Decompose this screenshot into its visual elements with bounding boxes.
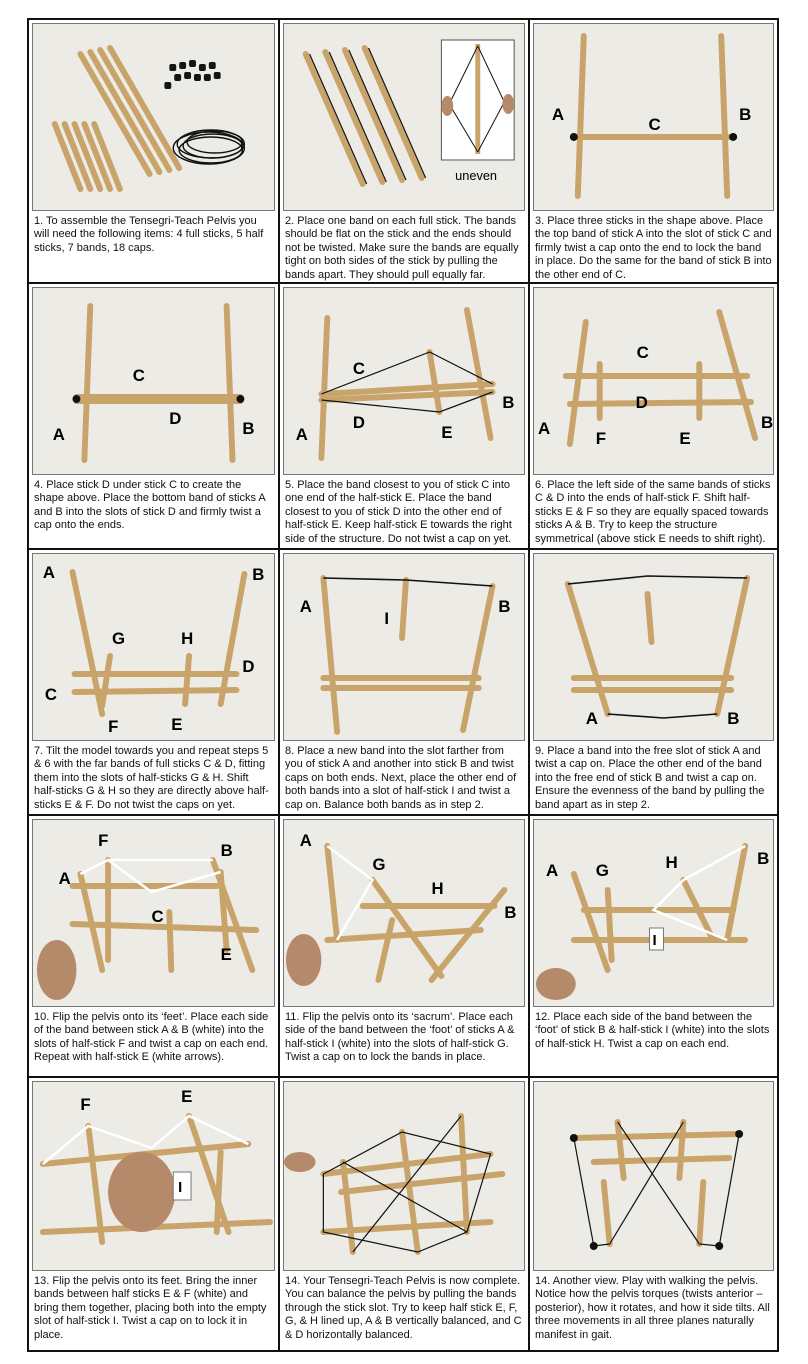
instruction-sheet	[27, 18, 779, 1352]
step-13-label-I: I	[178, 1179, 183, 1197]
step-4-label-C: C	[132, 365, 145, 386]
step-6-label-F: F	[595, 428, 607, 449]
step-12-label-A: A	[545, 860, 559, 881]
step-10-label-F: F	[98, 830, 109, 851]
step-2-label-uneven: uneven	[455, 167, 498, 183]
step-5-caption: 5. Place the band closest to you of stick C into one end of the half-stick E. Place the band closest to you of stick D into the other end of half-stick E. Keep half-stick E towards the right side of the structure. Do not twist a cap on yet.	[285, 479, 512, 545]
step-8-label-I: I	[384, 608, 389, 629]
step-7-label-C: C	[44, 684, 57, 705]
step-6-label-C: C	[636, 342, 649, 363]
step-5-label-A: A	[295, 424, 308, 445]
step-11-caption: 11. Flip the pelvis onto its ‘sacrum’. Place each side of the band between the ‘foot’ of sticks A & half-stick I (white) into the slots of half-stick G. Twist a cap on to lock the bands in place.	[285, 1011, 515, 1064]
step-12-label-H: H	[665, 852, 678, 873]
step-13-photo	[32, 1081, 275, 1271]
step-10-label-C: C	[151, 906, 164, 927]
step-9	[530, 550, 777, 816]
step-3-caption: 3. Place three sticks in the shape above. Place the top band of stick A into the slot of stick C and firmly twist a cap onto the end to lock the band in place. Do the same for the band of stick B into the other end of C.	[535, 214, 772, 281]
step-11	[280, 816, 530, 1078]
step-3-label-C: C	[648, 114, 661, 134]
step-7-label-F: F	[108, 716, 119, 737]
step-14-caption: 14. Your Tensegri-Teach Pelvis is now complete. You can balance the pelvis by pulling the bands through the stick slot. Try to keep half stick E, F, G, & H lined up, A & B vertically balanced, and C & D horizontally balanced.	[285, 1275, 522, 1341]
step-6-label-A: A	[537, 418, 551, 439]
step-9-label-B: B	[727, 708, 740, 729]
step-4-label-A: A	[52, 424, 65, 445]
step-7-caption: 7. Tilt the model towards you and repeat steps 5 & 6 with the far bands of full sticks C & D, fitting them into the slots of half-sticks G & H. Shift half-sticks G & H so they are directly above half-sticks E & F. Do not twist the caps on yet.	[34, 745, 269, 811]
step-12	[530, 816, 777, 1078]
step-14	[280, 1078, 530, 1350]
step-5-label-E: E	[441, 422, 453, 443]
step-1-caption: 1. To assemble the Tensegri-Teach Pelvis you will need the following items: 4 full sticks, 5 half sticks, 7 bands, 18 caps.	[34, 215, 264, 254]
step-12-label-B: B	[757, 848, 770, 869]
step-7	[29, 550, 280, 816]
step-3-label-B: B	[739, 104, 752, 124]
step-5-label-C: C	[352, 358, 365, 379]
step-8-label-B: B	[498, 596, 511, 617]
step-4-label-D: D	[169, 408, 182, 429]
step-3	[530, 20, 777, 284]
step-5-label-D: D	[352, 412, 365, 433]
steps-grid	[29, 20, 777, 1350]
step-5	[280, 284, 530, 550]
step-2-caption: 2. Place one band on each full stick. The bands should be flat on the stick and the ends should not be twisted. Make sure the bands are equally tight on both sides of the stick by pulling the bands apart. They should pull equally far.	[285, 214, 519, 281]
step-11-label-G: G	[372, 854, 386, 875]
step-2-photo	[283, 23, 525, 211]
step-4-photo	[32, 287, 275, 475]
step-6-caption: 6. Place the left side of the same bands of sticks C & D into the ends of half-stick F. Shift half-sticks E & F so they are equally spaced towards sticks A & B. Try to keep the structure symmetrical (above stick E needs to shift right).	[535, 479, 771, 545]
step-4-caption: 4. Place stick D under stick C to create the shape above. Place the bottom band of sticks A and B into the slots of stick D and firmly twist a cap onto the ends.	[34, 479, 266, 532]
step-7-label-D: D	[242, 656, 255, 677]
step-6-photo	[533, 287, 774, 475]
step-13-caption: 13. Flip the pelvis onto its feet. Bring the inner bands between half sticks E & F (white) and bring them together, placing both into the empty slot of half-stick I. Twist a cap on to lock it in place.	[34, 1275, 267, 1341]
step-1-photo	[32, 23, 275, 211]
step-7-label-H: H	[181, 628, 194, 649]
step-10-label-F-side: A	[58, 868, 71, 889]
step-7-label-G: G	[112, 628, 126, 649]
step-7-label-B: B	[252, 564, 265, 585]
step-10-label-B: B	[220, 840, 233, 861]
step-6-label-D: D	[635, 392, 648, 413]
step-11-label-A: A	[299, 830, 312, 851]
step-11-label-B: B	[504, 902, 517, 923]
step-12-photo	[533, 819, 774, 1007]
step-13	[29, 1078, 280, 1350]
step-5-photo	[283, 287, 525, 475]
step-2	[280, 20, 530, 284]
step-7-label-E: E	[171, 714, 183, 735]
step-12-label-G: G	[595, 860, 609, 881]
step-9-photo	[533, 553, 774, 741]
step-14-another-view-caption: 14. Another view. Play with walking the pelvis. Notice how the pelvis torques (twists anterior – posterior), how it rotates, and how it side tilts. All three movements in all three planes naturally manifest in gait.	[535, 1275, 770, 1341]
step-10-label-E: E	[220, 944, 232, 965]
step-10-caption: 10. Flip the pelvis onto its ‘feet’. Place each side of the band between stick A & B (white) into the slots of half-stick F and twist a cap on each end. Repeat with half-stick E (white arrows).	[34, 1011, 269, 1064]
step-8-photo	[283, 553, 525, 741]
step-12-label-I: I	[652, 931, 657, 950]
step-6	[530, 284, 777, 550]
step-9-label-A: A	[585, 708, 599, 729]
step-9-caption: 9. Place a band into the free slot of stick A and twist a cap on. Place the other end of the band into the free end of stick B and twist a cap on. Ensure the evenness of the band by pulling the band apart as in step 2.	[535, 745, 765, 811]
step-10	[29, 816, 280, 1078]
step-13-label-E: E	[181, 1086, 193, 1107]
step-14-another-view	[530, 1078, 777, 1350]
step-6-label-E: E	[679, 428, 691, 449]
step-11-label-H: H	[431, 878, 444, 899]
step-13-label-F: F	[80, 1094, 91, 1115]
step-8	[280, 550, 530, 816]
step-7-label-A: A	[42, 562, 55, 583]
step-7-photo	[32, 553, 275, 741]
step-14-photo	[283, 1081, 525, 1271]
step-11-photo	[283, 819, 525, 1007]
step-14-another-view-photo	[533, 1081, 774, 1271]
step-12-caption: 12. Place each side of the band between the ‘foot’ of stick B & half-stick I (white) into the slots of half-stick H. Twist a cap on each end.	[535, 1011, 770, 1050]
step-5-label-B: B	[502, 392, 515, 413]
step-8-caption: 8. Place a new band into the slot farther from you of stick A and another into stick B and twist caps on both ends. Next, place the other end of both bands into a slot of half-stick I and twist a cap on. Balance both bands as in step 2.	[285, 745, 517, 811]
step-1	[29, 20, 280, 284]
step-4-label-B: B	[242, 418, 255, 439]
step-3-photo	[533, 23, 774, 211]
step-10-photo	[32, 819, 275, 1007]
step-8-label-A: A	[299, 596, 312, 617]
step-3-label-A: A	[551, 104, 565, 124]
step-4	[29, 284, 280, 550]
step-6-label-B: B	[761, 412, 773, 433]
